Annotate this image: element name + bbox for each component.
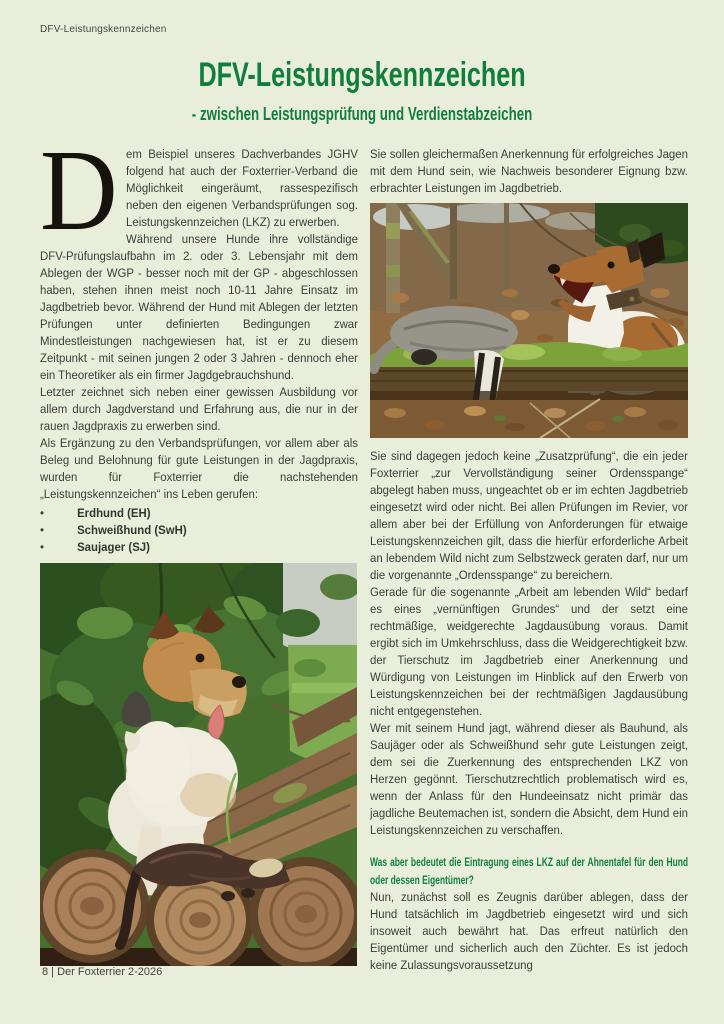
section-heading: Was aber bedeutet die Eintragung eines LKZ auf der Ahnentafel für den Hund oder dessen Eigentümer?: [370, 855, 689, 887]
photo-fox-terrier-on-logs: [40, 563, 358, 966]
paragraph: Als Ergänzung zu den Verbandsprüfungen, vor allem aber als Beleg und Belohnung für gute Leistungen in der Jagdpraxis, wurden für Foxterrier die nachstehenden „Leistungskennzeichen“ ins Leben gerufen:: [40, 436, 358, 501]
paragraph: Sie sind dagegen jedoch keine „Zusatzprüfung“, die ein jeder Foxterrier „zur Vervollständigung seiner Ordensspange“ abgelegt haben muss, ungeachtet ob er im echten Jagdbetrieb eingesetzt wird oder nicht. Bei allen Prüfungen im Revier, vor allem aber bei der Erfüllung von Anforderungen für etwaige Leistungskennzeichen gilt, dass die hierfür erforderliche Arbeit an lebendem Wild nicht zum Selbstzweck geraten darf, nur um die vorgenannte „Ordensspange“ zu bereichern.: [370, 449, 688, 582]
paragraph: Gerade für die sogenannte „Arbeit am lebenden Wild“ bedarf es eines „vernünftigen Grundes“ und der setzt eine rechtmäßige, weidgerechte Jagdausübung voraus. Damit ergibt sich im Umkehrschluss, dass die Weidgerechtigkeit bzw. der Tierschutz im Jagdbetrieb einer Anerkennung und Würdigung von Leistungen im Hinblick auf den Erwerb von Leistungskennzeichen bei der rechtmäßigen Jagdausübung nicht entgegenstehen.: [370, 585, 688, 718]
page-title: DFV-Leistungskennzeichen: [198, 56, 526, 94]
paragraph: Sie sollen gleichermaßen Anerkennung für erfolgreiches Jagen mit dem Hund sein, wie Nachweis besonderer Eignung bzw. erbrachter Leistungen im Jagdbetrieb.: [370, 147, 688, 195]
paragraph: Während unsere Hunde ihre vollständige DFV-Prüfungslaufbahn im 2. oder 3. Lebensjahr mit dem Ablegen der WGP - besser noch mit der GP - abgeschlossen haben, stehen ihnen meist noch 10-11 Jahre Einsatz im Jagdbetrieb bevor. Während der Hund mit Ablegen der letzten Prüfungen unter definierten Bedingungen zwar Mindestleistungen nachgewiesen hat, ist er zu diesem Zeitpunkt - mit seinen jungen 2 oder 3 Jahren - dennoch eher ein Theoretiker als ein firmer Jagdgebrauchshund.: [40, 232, 358, 382]
column-right: [370, 146, 688, 974]
left-text-block: [40, 127, 358, 556]
paragraph: [40, 127, 358, 255]
bullet-icon: •: [40, 523, 44, 537]
list-item-label: Schweißhund (SwH): [77, 523, 187, 537]
page-footer: 8 | Der Foxterrier 2-2026: [42, 966, 163, 978]
column-left: [40, 127, 358, 966]
paragraph: Letzter zeichnet sich neben einer gewissen Ausbildung vor allem durch Jagdverstand und Erfahrung aus, die nur in der rauen Jagdpraxis zu erwerben sind.: [40, 385, 358, 433]
list-item: [40, 505, 358, 522]
bullet-list: [40, 505, 358, 556]
paragraph-text: em Beispiel unseres Dachverbandes JGHV folgend hat auch der Foxterrier-Verband die Möglichkeit eingeräumt, rassespezifisch neben den eigenen Verbandsprüfungen sog. Leistungskennzeichen (LKZ) zu erwerben.: [126, 147, 358, 229]
article-columns: [40, 127, 689, 974]
right-text-block-bottom: [370, 448, 688, 974]
photo-fox-terrier-with-badger: [370, 203, 688, 438]
paragraph: Wer mit seinem Hund jagt, während dieser als Bauhund, als Saujäger oder als Schweißhund sehr gute Leistungen zeigt, dem sei die Zuerkennung des entsprechenden LKZ von Herzen gegönnt. Tierschutzrechtlich problematisch wird es, wenn der Anlass für den Hundeeinsatz nicht primär das jagdliche Beutemachen ist, sondern die Absicht, dem Hund ein Leistungskennzeichen zu verschaffen.: [370, 721, 688, 837]
list-item-label: Saujager (SJ): [77, 540, 150, 554]
list-item-label: Erdhund (EH): [77, 506, 151, 520]
bullet-icon: •: [40, 540, 44, 554]
running-header: DFV-Leistungskennzeichen: [40, 24, 167, 35]
drop-cap: D: [40, 127, 118, 255]
list-item: [40, 522, 358, 539]
title-block: [0, 58, 724, 125]
right-text-block-top: [370, 146, 688, 197]
paragraph: Nun, zunächst soll es Zeugnis darüber ablegen, dass der Hund tatsächlich im Jagdbetrieb eingesetzt wird und sich insoweit auch bewährt hat. Das erfreut natürlich den Eigentümer und sicherlich auch den Züchter. Es ist jedoch keine Zulassungsvoraussetzung: [370, 890, 688, 972]
list-item: [40, 539, 358, 556]
page-subtitle: - zwischen Leistungsprüfung und Verdienstabzeichen: [191, 103, 533, 124]
bullet-icon: •: [40, 506, 44, 520]
